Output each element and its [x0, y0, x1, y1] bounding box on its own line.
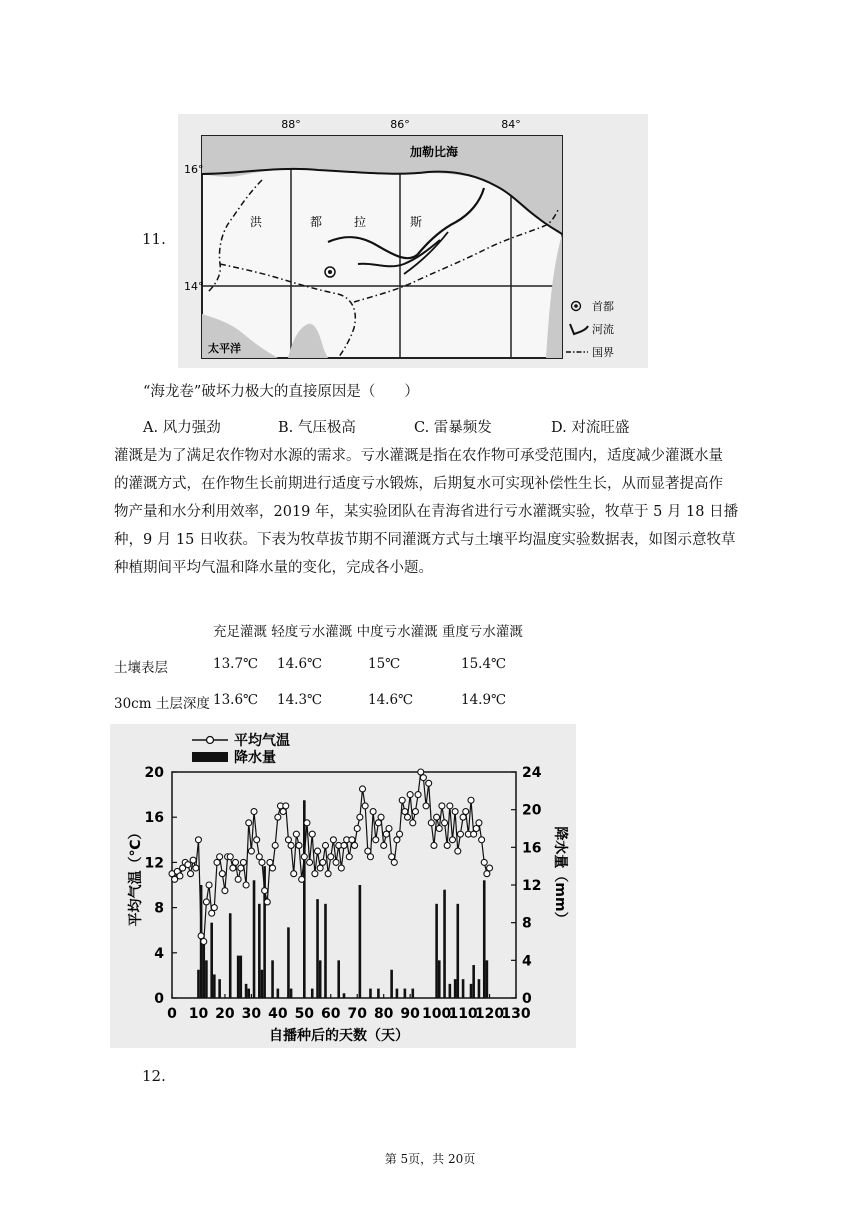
x-tick-label: 60: [321, 1006, 341, 1022]
temperature-point: [256, 854, 262, 860]
temperature-point: [399, 797, 405, 803]
temperature-point: [370, 809, 376, 815]
temperature-point: [338, 865, 344, 871]
temperature-point: [426, 780, 432, 786]
temperature-point: [288, 842, 294, 848]
temperature-point: [301, 854, 307, 860]
temperature-point: [471, 831, 477, 837]
precip-bar: [290, 989, 293, 998]
y2-tick-label: 12: [522, 878, 542, 894]
temperature-point: [325, 871, 331, 877]
precip-bar: [359, 885, 362, 998]
temperature-point: [270, 865, 276, 871]
y-tick-label: 8: [154, 900, 164, 917]
temperature-point: [315, 848, 321, 854]
legend-temp-label: 平均气温: [234, 733, 290, 749]
chart-svg: [110, 724, 576, 1048]
temperature-point: [367, 854, 373, 860]
x-tick-label: 110: [448, 1006, 478, 1022]
temperature-point: [293, 831, 299, 837]
temperature-point: [476, 820, 482, 826]
temperature-point: [240, 859, 246, 865]
precip-bar: [213, 974, 216, 998]
passage-line: 种植期间平均气温和降水量的变化，完成各小题。: [114, 560, 433, 576]
temperature-point: [418, 769, 424, 775]
temperature-point: [299, 876, 305, 882]
precip-bar: [253, 880, 256, 998]
table-cell: 14.6℃: [368, 692, 414, 708]
x-tick-label: 90: [400, 1006, 420, 1022]
precip-bar: [271, 960, 274, 998]
temperature-point: [487, 865, 493, 871]
country-label-char-2: 都: [310, 215, 323, 229]
temperature-point: [484, 871, 490, 877]
lat-label-16: 16°: [184, 163, 204, 176]
temperature-point: [389, 854, 395, 860]
temperature-point: [291, 871, 297, 877]
x-tick-label: 70: [347, 1006, 367, 1022]
temperature-point: [468, 797, 474, 803]
temperature-point: [219, 871, 225, 877]
temperature-point: [449, 837, 455, 843]
legend-temp-marker: [207, 737, 214, 744]
temperature-point: [473, 826, 479, 832]
temperature-point: [423, 803, 429, 809]
temperature-point: [330, 837, 336, 843]
country-label-char-4: 斯: [410, 215, 423, 229]
temperature-point: [312, 871, 318, 877]
temperature-point: [434, 814, 440, 820]
y2-tick-label: 4: [522, 953, 532, 970]
legend-precip-swatch: [192, 752, 228, 762]
temperature-point: [206, 882, 212, 888]
honduras-map: [178, 114, 648, 368]
precip-bar: [245, 984, 248, 998]
y2-tick-label: 24: [522, 765, 542, 781]
temperature-point: [227, 854, 233, 860]
temperature-point: [283, 803, 289, 809]
x-tick-label: 20: [215, 1006, 235, 1022]
y-tick-label: 12: [144, 855, 164, 872]
table-cell: 15.4℃: [461, 656, 507, 672]
temperature-point: [442, 820, 448, 826]
temperature-point: [383, 831, 389, 837]
temperature-point: [209, 910, 215, 916]
temperature-point: [243, 882, 249, 888]
temperature-point: [296, 842, 302, 848]
temperature-point: [481, 859, 487, 865]
temperature-point: [264, 899, 270, 905]
precip-bar: [258, 904, 261, 998]
option-a-text: 风力强劲: [162, 420, 221, 436]
table-cell: 14.6℃: [277, 656, 323, 672]
temperature-point: [405, 814, 411, 820]
caribbean-sea-label: 加勒比海: [410, 145, 459, 159]
temperature-point: [193, 865, 199, 871]
temperature-point: [262, 888, 268, 894]
temperature-point: [198, 933, 204, 939]
passage-line: 的灌溉方式，在作物生长前期进行适度亏水锻炼，后期复水可实现补偿性生长，从而显著提高作: [114, 476, 723, 492]
precip-bar: [404, 989, 407, 998]
temperature-point: [357, 814, 363, 820]
precip-bar: [472, 965, 475, 998]
precip-bar: [324, 904, 327, 998]
option-d-letter: D.: [551, 420, 567, 436]
temperature-point: [407, 792, 413, 798]
temperature-point: [412, 809, 418, 815]
precip-bar: [261, 970, 264, 998]
temperature-point: [190, 857, 196, 863]
temperature-point: [267, 859, 273, 865]
temperature-point: [217, 854, 223, 860]
legend-river: 河流: [592, 323, 614, 336]
temperature-point: [188, 871, 194, 877]
passage: [114, 442, 754, 582]
temperature-point: [447, 803, 453, 809]
temperature-point: [285, 837, 291, 843]
precip-bar: [377, 989, 380, 998]
precip-bar: [319, 960, 322, 998]
precip-bar: [396, 989, 399, 998]
precip-bar: [470, 984, 473, 998]
temperature-point: [397, 831, 403, 837]
option-b-letter: B.: [278, 420, 294, 436]
pacific-ocean-label: 太平洋: [208, 342, 241, 355]
temperature-point: [177, 873, 183, 879]
y-axis-title: 平均气温（℃）: [128, 825, 144, 927]
precip-bar: [454, 979, 457, 998]
precip-bar: [237, 956, 240, 998]
temperature-point: [248, 848, 254, 854]
lon-label-84: 84°: [501, 118, 521, 131]
temperature-point: [365, 848, 371, 854]
temperature-point: [420, 775, 426, 781]
x-tick-label: 0: [167, 1006, 177, 1022]
temperature-point: [341, 842, 347, 848]
temperature-point: [463, 809, 469, 815]
table-cell: 14.3℃: [277, 692, 323, 708]
temperature-precipitation-chart: [110, 724, 576, 1048]
precip-bar: [369, 989, 372, 998]
temperature-point: [391, 859, 397, 865]
lon-label-88: 88°: [281, 118, 301, 131]
temperature-point: [320, 859, 326, 865]
passage-line: 种，9 月 15 日收获。下表为牧草拔节期不同灌溉方式与土壤平均温度实验数据表，如图示意牧草: [114, 532, 736, 548]
country-label-char-3: 拉: [354, 215, 367, 229]
precip-bar: [218, 979, 221, 998]
precip-bar: [478, 979, 481, 998]
precip-bar: [435, 904, 438, 998]
temperature-point: [246, 820, 252, 826]
temperature-point: [322, 842, 328, 848]
precip-bar: [210, 923, 213, 998]
temperature-point: [214, 859, 220, 865]
temperature-point: [222, 888, 228, 894]
option-a-letter: A.: [143, 420, 159, 436]
precip-bar: [277, 989, 280, 998]
temperature-point: [235, 876, 241, 882]
temperature-point: [238, 865, 244, 871]
temperature-point: [460, 814, 466, 820]
temperature-point: [195, 837, 201, 843]
precip-bar: [311, 989, 314, 998]
lon-label-86: 86°: [390, 118, 410, 131]
legend-capital: 首都: [592, 300, 614, 313]
option-c-text: 雷暴频发: [433, 420, 492, 436]
y-tick-label: 16: [144, 810, 164, 827]
temperature-point: [394, 837, 400, 843]
row-label-surface: 土壤表层: [114, 660, 168, 676]
temperature-point: [317, 865, 323, 871]
temperature-point: [362, 803, 368, 809]
country-label-char-1: 洪: [250, 215, 263, 229]
temperature-point: [431, 842, 437, 848]
temperature-point: [251, 809, 257, 815]
temperature-point: [307, 859, 313, 865]
option-d[interactable]: [551, 416, 629, 437]
precip-bar: [247, 989, 250, 998]
table-cell: 15℃: [368, 656, 401, 672]
temperature-point: [272, 842, 278, 848]
temperature-point: [349, 837, 355, 843]
temperature-point: [280, 809, 286, 815]
temperature-point: [428, 820, 434, 826]
precip-bar: [202, 942, 205, 999]
x-tick-label: 80: [373, 1006, 394, 1022]
option-b-text: 气压极高: [297, 420, 356, 436]
row-label-30cm: 30cm 土层深度: [114, 696, 210, 712]
temperature-point: [203, 899, 209, 905]
option-c[interactable]: [414, 416, 492, 437]
precip-bar: [438, 960, 441, 998]
question-number-12: 12.: [142, 1067, 166, 1085]
temperature-point: [378, 814, 384, 820]
y2-tick-label: 8: [522, 915, 532, 932]
lat-label-14: 14°: [184, 280, 204, 293]
precip-bar: [462, 979, 465, 998]
y2-tick-label: 0: [522, 991, 532, 1007]
temperature-point: [211, 905, 217, 911]
precip-bar: [390, 970, 393, 998]
precip-bar: [303, 800, 306, 998]
precip-bar: [287, 927, 290, 998]
precip-bar: [412, 989, 415, 998]
temperature-point: [457, 831, 463, 837]
precip-bar: [197, 970, 200, 998]
passage-line: 灌溉是为了满足农作物对水源的需求。亏水灌溉是指在农作物可承受范围内，适度减少灌溉水量: [114, 448, 723, 464]
precip-bar: [229, 913, 232, 998]
temperature-point: [439, 803, 445, 809]
option-c-letter: C.: [414, 420, 430, 436]
table-header: 充足灌溉 轻度亏水灌溉 中度亏水灌溉 重度亏水灌溉: [213, 624, 523, 640]
y2-axis-title: 降水量（mm）: [552, 826, 568, 926]
temperature-point: [352, 842, 358, 848]
y-tick-label: 0: [154, 991, 164, 1007]
temperature-point: [444, 842, 450, 848]
option-a[interactable]: [143, 416, 221, 437]
table-cell: 14.9℃: [461, 692, 507, 708]
temperature-point: [479, 837, 485, 843]
temperature-point: [304, 820, 310, 826]
temperature-point: [381, 842, 387, 848]
precip-bar: [483, 880, 486, 998]
passage-line: 物产量和水分利用效率，2019 年，某实验团队在青海省进行亏水灌溉实验，牧草于 5 月 18 日播: [114, 504, 739, 520]
temperature-point: [402, 809, 408, 815]
x-tick-label: 120: [474, 1006, 505, 1022]
temperature-point: [415, 792, 421, 798]
option-b[interactable]: [278, 416, 356, 437]
temperature-point: [230, 865, 236, 871]
y-tick-label: 4: [154, 945, 164, 962]
option-d-text: 对流旺盛: [571, 420, 630, 436]
precip-bar: [456, 904, 459, 998]
temperature-point: [328, 854, 334, 860]
temperature-point: [410, 820, 416, 826]
temperature-point: [309, 831, 315, 837]
temperature-point: [452, 809, 458, 815]
temperature-point: [233, 859, 239, 865]
temperature-point: [254, 837, 260, 843]
y2-tick-label: 16: [522, 840, 542, 857]
temperature-point: [360, 786, 366, 792]
temperature-point: [259, 859, 265, 865]
temperature-point: [354, 826, 360, 832]
temperature-point: [386, 826, 392, 832]
x-tick-label: 40: [268, 1006, 288, 1022]
x-tick-label: 30: [241, 1006, 262, 1022]
precip-bar: [449, 984, 452, 998]
y2-tick-label: 20: [522, 802, 542, 819]
temperature-point: [346, 854, 352, 860]
river-legend-icon: [570, 324, 588, 334]
page-footer: 第 5页，共 20页: [384, 1152, 476, 1166]
temperature-point: [333, 859, 339, 865]
x-tick-label: 50: [294, 1006, 315, 1022]
x-tick-label: 130: [501, 1006, 531, 1022]
temperature-point: [201, 939, 207, 945]
temperature-point: [275, 814, 281, 820]
x-axis-title: 自播种后的天数（天）: [269, 1028, 409, 1044]
precip-bar: [337, 960, 340, 998]
temperature-point: [373, 837, 379, 843]
table-cell: 13.6℃: [213, 692, 259, 708]
x-tick-label: 100: [421, 1006, 452, 1022]
temperature-point: [375, 820, 381, 826]
temperature-point: [185, 862, 191, 868]
precip-bar: [316, 899, 319, 998]
x-tick-label: 10: [188, 1006, 209, 1022]
precip-bar: [443, 890, 446, 998]
question-11-stem: “海龙卷”破坏力极大的直接原因是（ ）: [143, 384, 419, 400]
table-cell: 13.7℃: [213, 656, 259, 672]
question-number-11: 11.: [142, 230, 166, 248]
precip-bar: [240, 956, 243, 998]
precip-bar: [205, 960, 208, 998]
precip-bar: [343, 993, 346, 998]
temperature-point: [455, 848, 461, 854]
temperature-point: [436, 826, 442, 832]
legend-border: 国界: [592, 346, 614, 359]
y-tick-label: 20: [144, 765, 164, 781]
precip-bar: [486, 960, 489, 998]
legend-precip-label: 降水量: [234, 750, 276, 766]
